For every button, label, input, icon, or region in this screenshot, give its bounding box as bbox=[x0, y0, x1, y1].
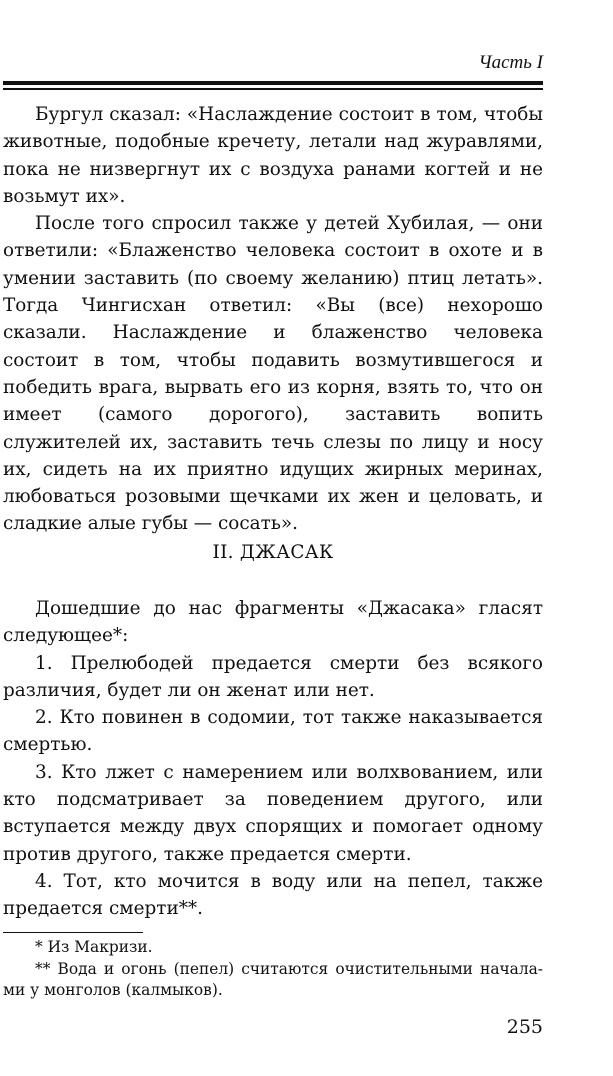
running-title: Часть I bbox=[478, 52, 543, 73]
page-number: 255 bbox=[506, 1016, 543, 1038]
footnote-separator bbox=[3, 932, 143, 933]
section-heading: II. ДЖАСАК bbox=[212, 542, 334, 563]
paragraph: 1. Прелюбодей предается смерти без всякого различия, будет ли он женат или нет. bbox=[3, 652, 543, 701]
paragraph: 2. Кто повинен в содомии, тот также наказывается смертью. bbox=[3, 707, 543, 756]
paragraph: 4. Тот, кто мочится в воду или на пепел, также предается смерти**. bbox=[3, 870, 543, 920]
footnote: ** Вода и огонь (пепел) считаются очистительными началами у монголов (калмыков). bbox=[3, 959, 543, 999]
paragraph: 3. Кто лжет с намерением или волхвованием, или кто подсматривает за поведением другого, или вступается между двух спорящих и помогает одному против другого, также предается смерти. bbox=[3, 761, 543, 865]
header-rule-thick bbox=[3, 81, 543, 85]
paragraph: После того спросил также у детей Хубилая, — они ответили: «Блаженство человека состоит в охоте и в умении заставить (по своему желанию) птиц летать». Тогда Чингисхан ответил: «Вы (все) нехорошо сказали. Наслаждение и блаженство человека состоит в том, чтобы подавить возмутившегося и победить врага, вырвать его из корня, взять то, что он имеет (самого дорогого), заставить вопить служителей их, заставить течь слезы по лицу и носу их, сидеть на их приятно идущих жирных меринах, любоваться розовыми щечками их жен и целовать, и сладкие алые губы — сосать». bbox=[3, 213, 543, 535]
text-block-1 bbox=[3, 101, 543, 538]
header-rule-thin bbox=[3, 88, 543, 90]
footnote: * Из Макризи. bbox=[35, 938, 153, 956]
footnotes bbox=[3, 937, 543, 1002]
paragraph: Бургул сказал: «Наслаждение состоит в том, чтобы животные, подобные кречету, летали над журавлями, пока не низвергнут их с воздуха ранами когтей и не возьмут их». bbox=[3, 104, 543, 207]
paragraph: Дошедшие до нас фрагменты «Джасака» гласят следующее*: bbox=[3, 598, 543, 647]
text-block-2 bbox=[3, 595, 543, 923]
